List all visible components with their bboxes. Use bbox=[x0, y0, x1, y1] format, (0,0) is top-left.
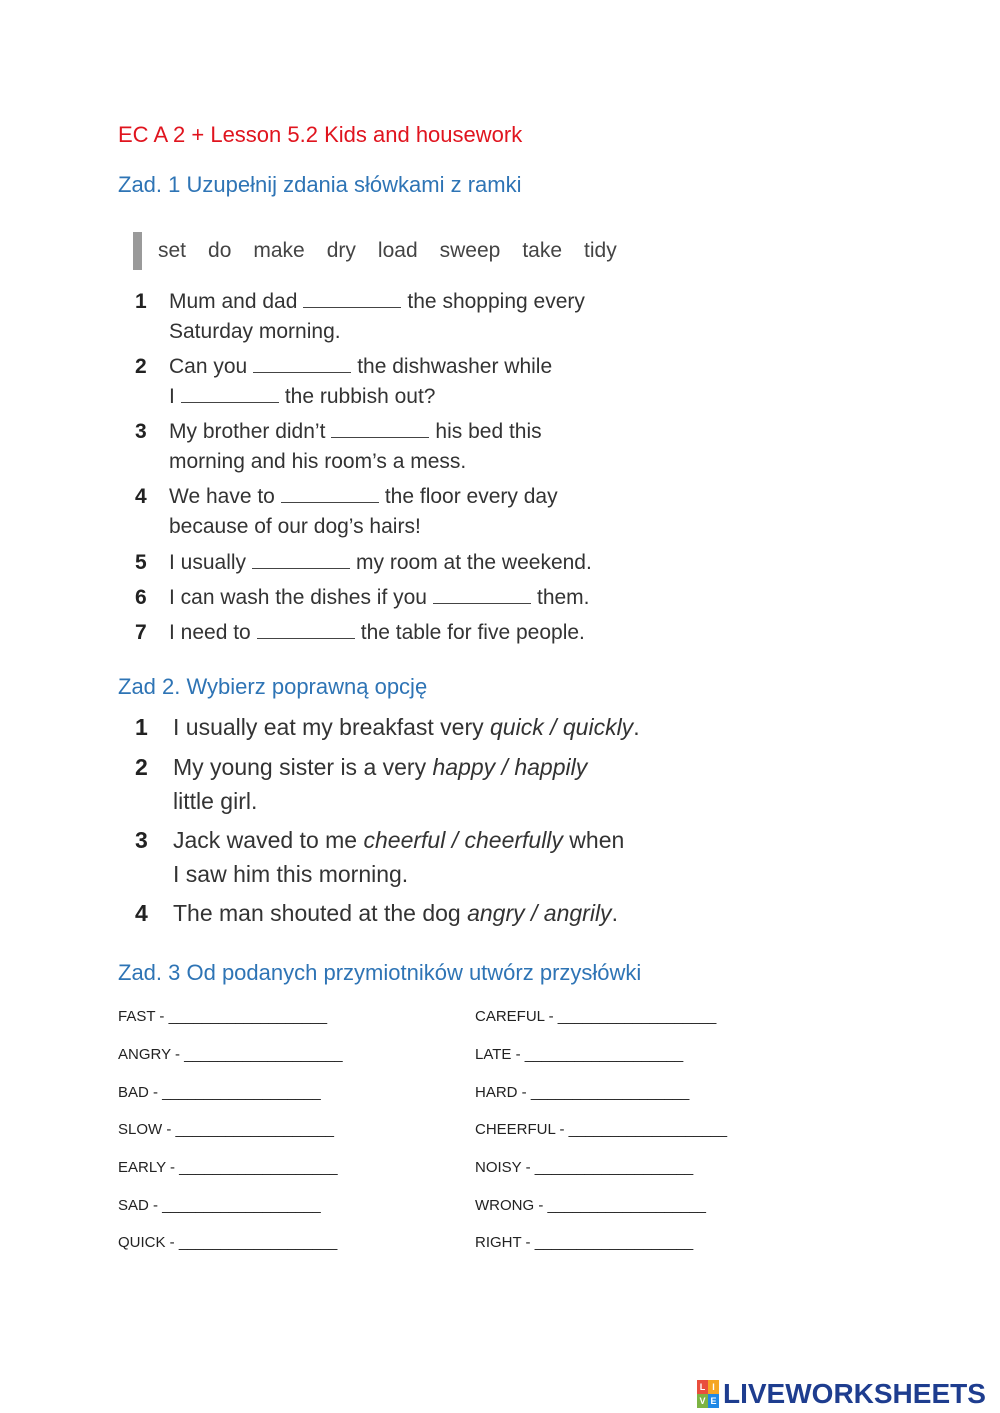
sentence-text: his bed this bbox=[435, 420, 542, 443]
sentence-text: My brother didn’t bbox=[169, 420, 326, 443]
sentence-text: I bbox=[169, 385, 175, 408]
sentence-text: because of our dog’s hairs! bbox=[169, 515, 421, 538]
sentence-text: . bbox=[633, 714, 640, 740]
adjective-field-quick[interactable]: QUICK - ___________________ bbox=[118, 1234, 338, 1251]
sentence-text: My young sister is a very bbox=[173, 754, 427, 780]
task1-item-4 bbox=[135, 482, 695, 542]
item-number: 3 bbox=[135, 420, 147, 443]
sentence-text: We have to bbox=[169, 485, 275, 508]
sentence-text: morning and his room’s a mess. bbox=[169, 450, 467, 473]
word-set: set bbox=[158, 239, 187, 262]
task1-item-2 bbox=[135, 352, 695, 412]
adjective-field-fast[interactable]: FAST - ___________________ bbox=[118, 1008, 328, 1025]
answer-blank[interactable] bbox=[433, 585, 531, 604]
logo-text: LIVEWORKSHEETS bbox=[723, 1378, 986, 1409]
word-tidy: tidy bbox=[584, 239, 617, 262]
liveworksheets-logo bbox=[697, 1378, 986, 1410]
answer-blank[interactable] bbox=[331, 419, 429, 438]
item-number: 5 bbox=[135, 551, 147, 574]
sentence-text: . bbox=[611, 900, 618, 926]
answer-blank[interactable] bbox=[252, 550, 350, 569]
adjective-field-hard[interactable]: HARD - ___________________ bbox=[475, 1084, 690, 1101]
item-number: 3 bbox=[135, 827, 148, 853]
task2-heading: Zad 2. Wybierz poprawną opcję bbox=[118, 674, 428, 699]
answer-blank[interactable] bbox=[253, 354, 351, 373]
adjective-field-angry[interactable]: ANGRY - ___________________ bbox=[118, 1046, 343, 1063]
item-number: 7 bbox=[135, 621, 147, 644]
task1-item-1 bbox=[135, 287, 695, 347]
item-number: 1 bbox=[135, 290, 147, 313]
adjective-field-cheerful[interactable]: CHEERFUL - ___________________ bbox=[475, 1121, 728, 1138]
task1-item-3 bbox=[135, 417, 695, 477]
adjective-field-careful[interactable]: CAREFUL - ___________________ bbox=[475, 1008, 717, 1025]
task2-item-4 bbox=[135, 896, 755, 930]
task1-heading: Zad. 1 Uzupełnij zdania słówkami z ramki bbox=[118, 172, 522, 197]
sentence-text: them. bbox=[536, 586, 590, 609]
word-load: load bbox=[377, 239, 418, 262]
sentence-text: Can you bbox=[169, 355, 248, 378]
answer-options[interactable]: angry / angrily bbox=[467, 900, 612, 926]
sentence-text: I need to bbox=[169, 621, 251, 644]
logo-letter: I bbox=[708, 1380, 719, 1394]
adjective-field-early[interactable]: EARLY - ___________________ bbox=[118, 1159, 338, 1176]
answer-blank[interactable] bbox=[281, 484, 379, 503]
sentence-text: Mum and dad bbox=[169, 290, 298, 313]
answer-options[interactable]: cheerful / cheerfully bbox=[363, 827, 563, 853]
answer-options[interactable]: quick / quickly bbox=[490, 714, 634, 740]
logo-mark-icon bbox=[697, 1380, 719, 1408]
adjective-field-sad[interactable]: SAD - ___________________ bbox=[118, 1197, 321, 1214]
item-number: 1 bbox=[135, 714, 148, 740]
adjective-field-right[interactable]: RIGHT - ___________________ bbox=[475, 1234, 694, 1251]
task2-item-1 bbox=[135, 710, 755, 744]
word-box bbox=[133, 232, 639, 270]
adjective-field-late[interactable]: LATE - ___________________ bbox=[475, 1046, 684, 1063]
item-number: 4 bbox=[135, 485, 147, 508]
item-number: 2 bbox=[135, 355, 147, 378]
answer-blank[interactable] bbox=[181, 384, 279, 403]
sentence-text: little girl. bbox=[173, 788, 258, 814]
sentence-text: the table for five people. bbox=[360, 621, 585, 644]
word-sweep: sweep bbox=[439, 239, 501, 262]
sentence-text: the floor every day bbox=[384, 485, 558, 508]
sentence-text: the shopping every bbox=[407, 290, 585, 313]
word-box-bar bbox=[133, 232, 142, 270]
adjective-field-slow[interactable]: SLOW - ___________________ bbox=[118, 1121, 335, 1138]
sentence-text: I usually eat my breakfast very bbox=[173, 714, 484, 740]
adjective-field-wrong[interactable]: WRONG - ___________________ bbox=[475, 1197, 706, 1214]
worksheet-title: EC A 2 + Lesson 5.2 Kids and housework bbox=[118, 122, 523, 147]
answer-blank[interactable] bbox=[303, 289, 401, 308]
sentence-text: I can wash the dishes if you bbox=[169, 586, 427, 609]
task2-item-2 bbox=[135, 750, 755, 818]
answer-options[interactable]: happy / happily bbox=[432, 754, 588, 780]
task1-item-5 bbox=[135, 548, 695, 578]
item-number: 4 bbox=[135, 900, 148, 926]
sentence-text: The man shouted at the dog bbox=[173, 900, 461, 926]
sentence-text: the rubbish out? bbox=[284, 385, 436, 408]
task3-heading: Zad. 3 Od podanych przymiotników utwórz przysłówki bbox=[118, 960, 642, 985]
adjective-field-bad[interactable]: BAD - ___________________ bbox=[118, 1084, 321, 1101]
word-take: take bbox=[522, 239, 563, 262]
task1-item-6 bbox=[135, 583, 695, 613]
word-make: make bbox=[253, 239, 305, 262]
sentence-text: when bbox=[562, 827, 625, 853]
sentence-text: Jack waved to me bbox=[173, 827, 358, 853]
sentence-text: I saw him this morning. bbox=[173, 861, 409, 887]
task1-item-7 bbox=[135, 618, 695, 648]
sentence-text: Saturday morning. bbox=[169, 320, 341, 343]
word-dry: dry bbox=[326, 239, 356, 262]
item-number: 2 bbox=[135, 754, 148, 780]
logo-letter: V bbox=[697, 1394, 708, 1408]
logo-letter: E bbox=[708, 1394, 719, 1408]
answer-blank[interactable] bbox=[257, 620, 355, 639]
sentence-text: my room at the weekend. bbox=[356, 551, 592, 574]
item-number: 6 bbox=[135, 586, 147, 609]
sentence-text: the dishwasher while bbox=[357, 355, 553, 378]
logo-letter: L bbox=[697, 1380, 708, 1394]
task2-item-3 bbox=[135, 823, 755, 891]
adjective-field-noisy[interactable]: NOISY - ___________________ bbox=[475, 1159, 694, 1176]
sentence-text: I usually bbox=[169, 551, 247, 574]
word-do: do bbox=[208, 239, 232, 262]
